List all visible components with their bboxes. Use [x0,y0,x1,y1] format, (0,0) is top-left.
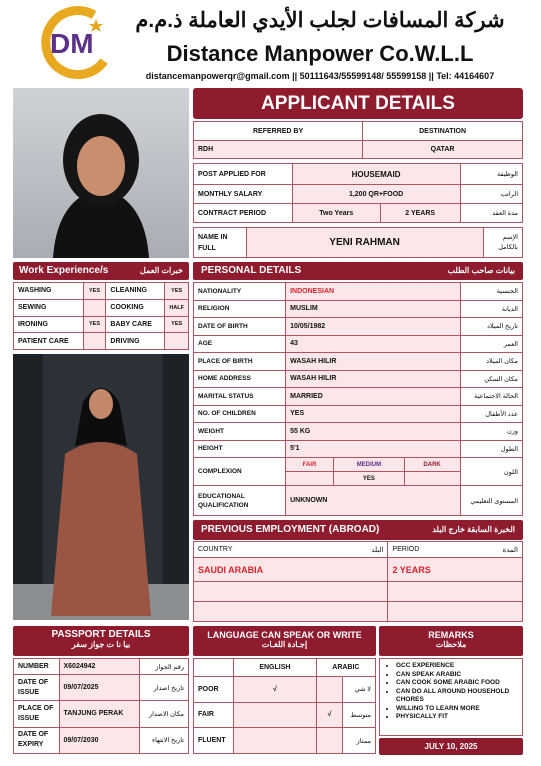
personal-detail-row: DATE OF BIRTH 10/05/1982 تاريخ الميلاد [194,318,523,336]
remarks-box [379,658,523,736]
language-row: POOR √ لا شي [194,677,376,703]
personal-detail-row: MARITAL STATUS MARRIED الحالة الاجتماعية [194,388,523,406]
contact-line: distancemanpowerqr@gmail.com || 50111643/55599148/ 55599158 || Tel: 44164607 [145,71,495,81]
remark-item: • GCC EXPERIENCE [396,662,518,671]
education-row: EDUCATIONAL QUALIFICATION UNKNOWN المستوى التعليمي [194,486,523,516]
job-table: POST APPLIED FOR HOUSEMAID الوظيفة MONTHLY SALARY 1,200 QR+FOOD الراتب CONTRACT PERIOD Two Years 2 YEARS مدة العقد [193,163,523,223]
previous-period: 2 YEARS [388,558,523,582]
referral-table: REFERRED BY DESTINATION RDH QATAR [193,121,523,159]
previous-country: SAUDI ARABIA [194,558,388,582]
work-experience-header: Work Experience/s خبرات العمل [13,262,189,280]
applicant-portrait-photo [13,88,189,258]
remark-item: • CAN SPEAK ARABIC [396,671,518,680]
name-table: NAME IN FULL YENI RAHMAN الإسم بالكامل [193,227,523,258]
personal-detail-row: RELIGION MUSLIM الديانة [194,300,523,318]
language-row: FAIR √ متوسط [194,702,376,728]
remarks-header: REMARKS ملاحظات [379,626,523,656]
work-experience-row: PATIENT CARE DRIVING [14,333,189,350]
document-date: JULY 10, 2025 [379,738,523,755]
company-logo [34,5,114,81]
work-experience-table [13,282,189,350]
previous-employment-table: COUNTRY البلد PERIOD المدة SAUDI ARABIA 2 YEARS [193,541,523,622]
remark-item: • CAN COOK SOME ARABIC FOOD [396,679,518,688]
remark-item: • WILLING TO LEARN MORE [396,705,518,714]
personal-detail-row: PLACE OF BIRTH WASAH HILIR مكان الميلاد [194,353,523,371]
personal-details-header: PERSONAL DETAILS بيانات صاحب الطلب [193,262,523,280]
passport-table: NUMBER X6024942 رقم الجواز DATE OF ISSUE 09/07/2025 تاريخ اصدار PLACE OF ISSUE TANJUNG PERAK مكان الاصدار DATE OF EXPIRY 09/07/2030 تاريخ الانتهاء [13,658,189,754]
svg-text:DM: DM [50,28,94,59]
passport-header: PASSPORT DETAILS بيا نا ت جواز سفر [13,626,189,656]
personal-detail-row: NATIONALITY INDONESIAN الجنسية [194,283,523,301]
work-experience-row: SEWING COOKING HALF [14,299,189,316]
applicant-name: YENI RAHMAN [246,228,483,258]
applicant-full-body-photo [13,354,189,620]
previous-employment-header: PREVIOUS EMPLOYMENT (ABROAD) الخبرة السابقة خارج البلد [193,520,523,540]
language-header: LANGUAGE CAN SPEAK OR WRITE إجـادة اللغـات [193,626,376,656]
complexion-row: COMPLEXION FAIR MEDIUM DARK اللون [194,458,523,472]
personal-detail-row: HEIGHT 5'1 الطول [194,440,523,458]
personal-detail-row: HOME ADDRESS WASAH HILIR مكان السكن [194,370,523,388]
page-title: APPLICANT DETAILS [193,88,523,119]
personal-detail-row: NO. OF CHILDREN YES عدد الأطفال [194,405,523,423]
personal-detail-row: WEIGHT 55 KG وزن [194,423,523,441]
remark-item: • CAN DO ALL AROUND HOUSEHOLD CHORES [396,688,518,705]
remark-item: • PHYSICALLY FIT [396,713,518,722]
language-row: FLUENT ممتاز [194,728,376,754]
remarks-list [384,662,518,722]
work-experience-row: IRONING YES BABY CARE YES [14,316,189,333]
personal-detail-row: AGE 43 العمر [194,335,523,353]
work-experience-row: WASHING YES CLEANING YES [14,283,189,300]
personal-details-table: NATIONALITY INDONESIAN الجنسية RELIGION MUSLIM الديانة DATE OF BIRTH 10/05/1982 تاريخ الميلاد AGE 43 العمر PLACE OF BIRTH WASAH HILIR مكان الميلاد HOME ADDRESS WASAH HILIR مكان السكن MARITAL STATUS MARRIED الحالة الاجتماعية NO. OF CHILDREN YES عدد الأطفال WEIGHT 55 KG وزن HEIGHT 5'1 الطول COMPLEXION FAIR MEDIUM DARK اللون YES EDUCATIONAL QUALIFICATION UNKNOWN المستوى التعليمي [193,282,523,516]
language-table: ENGLISH ARABIC POOR √ لا شي FAIR √ متوسط FLUENT ممتاز [193,658,376,754]
company-english-name: Distance Manpower Co.W.L.L [166,41,474,66]
company-arabic-name: شركة المسافات لجلب الأيدي العاملة ذ.م.م [135,9,505,32]
